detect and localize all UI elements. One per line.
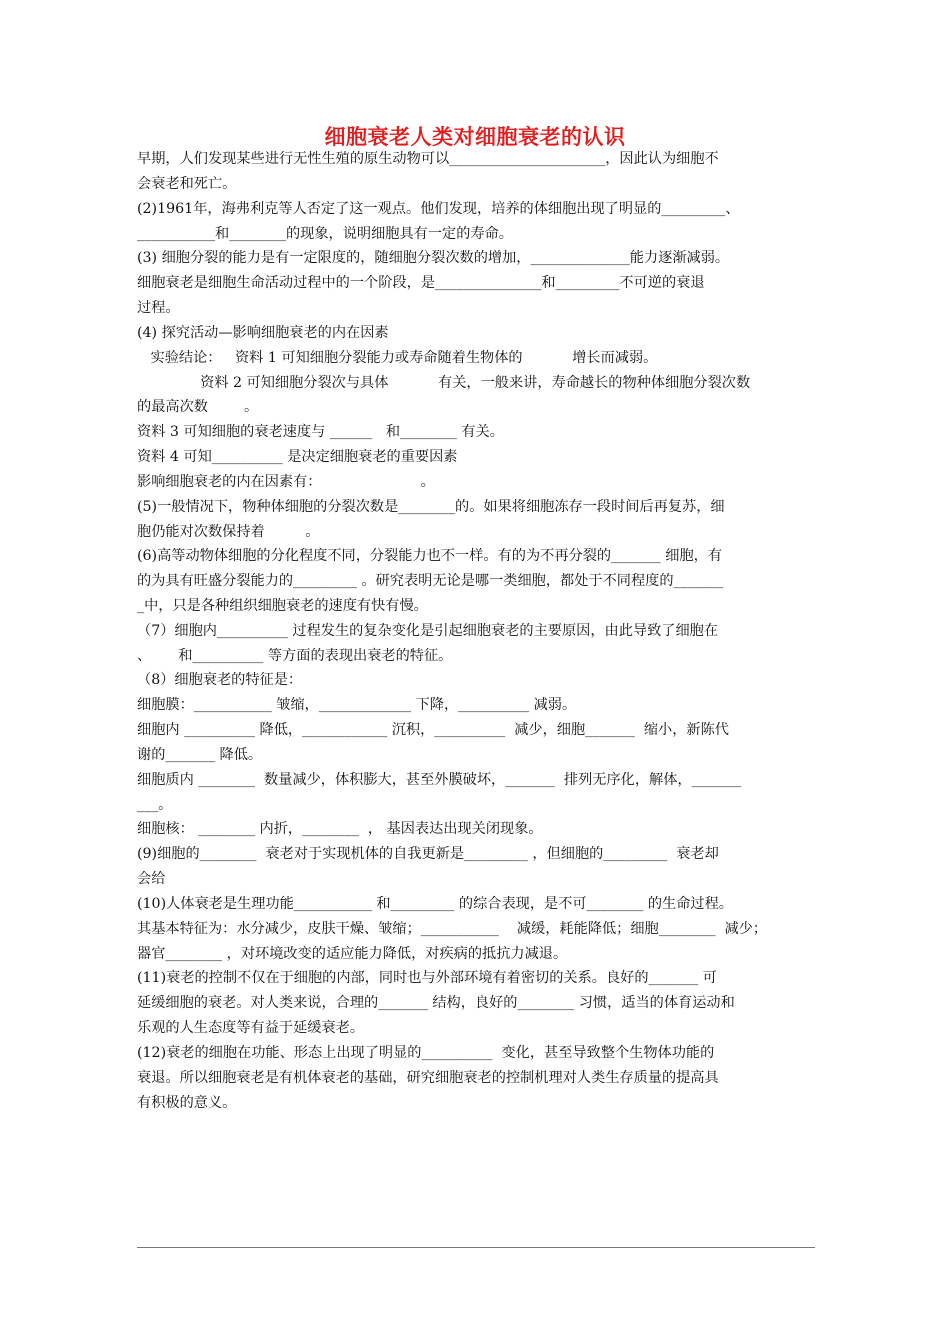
text-line: 的为具有旺盛分裂能力的_________ 。研究表明无论是哪一类细胞，都处于不同程度的_______: [137, 573, 724, 590]
text-line: 其基本特征为：水分减少，皮肤干燥、皱缩；___________ 减缓，耗能降低；细胞________ 减少；: [137, 920, 768, 937]
text-line: 实验结论： 资料 1 可知细胞分裂能力或寿命随着生物体的 增长而减弱。: [137, 349, 658, 366]
text-line: 过程。: [137, 300, 180, 316]
text-line: ___。: [137, 796, 173, 813]
text-line: 资料 3 可知细胞的衰老速度与 ______ 和________ 有关。: [137, 424, 504, 441]
text-line: (2)1961年，海弗利克等人否定了这一观点。他们发现，培养的体细胞出现了明显的_________、: [137, 200, 740, 217]
text-line: (5)一般情况下，物种体细胞的分裂次数是________的。如果将细胞冻存一段时间后再复苏，细: [137, 498, 725, 515]
text-line: (6)高等动物体细胞的分化程度不同，分裂能力也不一样。有的为不再分裂的_______ 细胞，有: [137, 548, 723, 565]
text-line: 早期，人们发现某些进行无性生殖的原生动物可以______________________，因此认为细胞不: [137, 151, 719, 167]
page-title: 细胞衰老人类对细胞衰老的认识: [324, 125, 626, 149]
text-line: (11)衰老的控制不仅在于细胞的内部，同时也与外部环境有着密切的关系。良好的_______ 可: [137, 970, 717, 987]
text-line: 衰退。所以细胞衰老是有机体衰老的基础，研究细胞衰老的控制机理对人类生存质量的提高具: [137, 1069, 719, 1086]
text-line: 细胞内 __________ 降低，____________ 沉积，__________ 减少，细胞_______ 缩小，新陈代: [137, 722, 729, 739]
text-line: _中，只是各种组织细胞衰老的速度有快有慢。: [137, 597, 428, 614]
text-line: 影响细胞衰老的内在因素有： 。: [137, 473, 435, 490]
text-line: （7）细胞内__________ 过程发生的复杂变化是引起细胞衰老的主要原因，由此导致了细胞在: [137, 622, 719, 639]
text-line: 延缓细胞的衰老。对人类来说，合理的_______ 结构，良好的________ 习惯，适当的体育运动和: [137, 995, 735, 1012]
text-line: (4) 探究活动—影响细胞衰老的内在因素: [137, 324, 389, 341]
text-line: 细胞衰老是细胞生命活动过程中的一个阶段，是_______________和_________不可逆的衰退: [137, 275, 705, 292]
text-line: 资料 2 可知细胞分裂次与具体 有关，一般来讲，寿命越长的物种体细胞分裂次数: [137, 374, 751, 391]
text-line: 谢的_______ 降低。: [137, 746, 263, 763]
text-line: 有积极的意义。: [137, 1094, 237, 1111]
text-line: ___________和________的现象，说明细胞具有一定的寿命。: [137, 225, 513, 242]
text-line: 的最高次数 。: [137, 399, 259, 416]
text-line: 器官________ ，对环境改变的适应能力降低，对疾病的抵抗力减退。: [137, 945, 568, 962]
footer-divider: [137, 1247, 815, 1248]
text-line: 细胞核： ________ 内折，________ ， 基因表达出现关闭现象。: [137, 821, 543, 838]
text-line: 细胞膜：___________ 皱缩，_____________ 下降，__________ 减弱。: [137, 697, 577, 714]
text-line: 会衰老和死亡。: [137, 175, 237, 192]
text-line: 乐观的人生态度等有益于延缓衰老。: [137, 1020, 365, 1036]
text-line: （8）细胞衰老的特征是：: [137, 672, 303, 689]
text-line: (9)细胞的________ 衰老对于实现机体的自我更新是_________ ，但细胞的_________ 衰老却: [137, 846, 719, 863]
text-line: 资料 4 可知__________ 是决定细胞衰老的重要因素: [137, 449, 458, 465]
text-line: (10)人体衰老是生理功能___________ 和_________ 的综合表现，是不可________ 的生命过程。: [137, 895, 733, 912]
text-line: (12)衰老的细胞在功能、形态上出现了明显的__________ 变化，甚至导致整个生物体功能的: [137, 1044, 715, 1061]
text-line: 胞仍能对次数保持着 。: [137, 523, 320, 540]
text-line: 细胞质内 ________ 数量减少，体积膨大，甚至外膜破坏，_______ 排列无序化，解体，_______: [137, 771, 742, 788]
text-line: 会给: [137, 871, 166, 888]
text-line: 、 和__________ 等方面的表现出衰老的特征。: [137, 647, 453, 664]
text-line: (3) 细胞分裂的能力是有一定限度的，随细胞分裂次数的增加，______________能力逐渐减弱。: [137, 250, 730, 267]
